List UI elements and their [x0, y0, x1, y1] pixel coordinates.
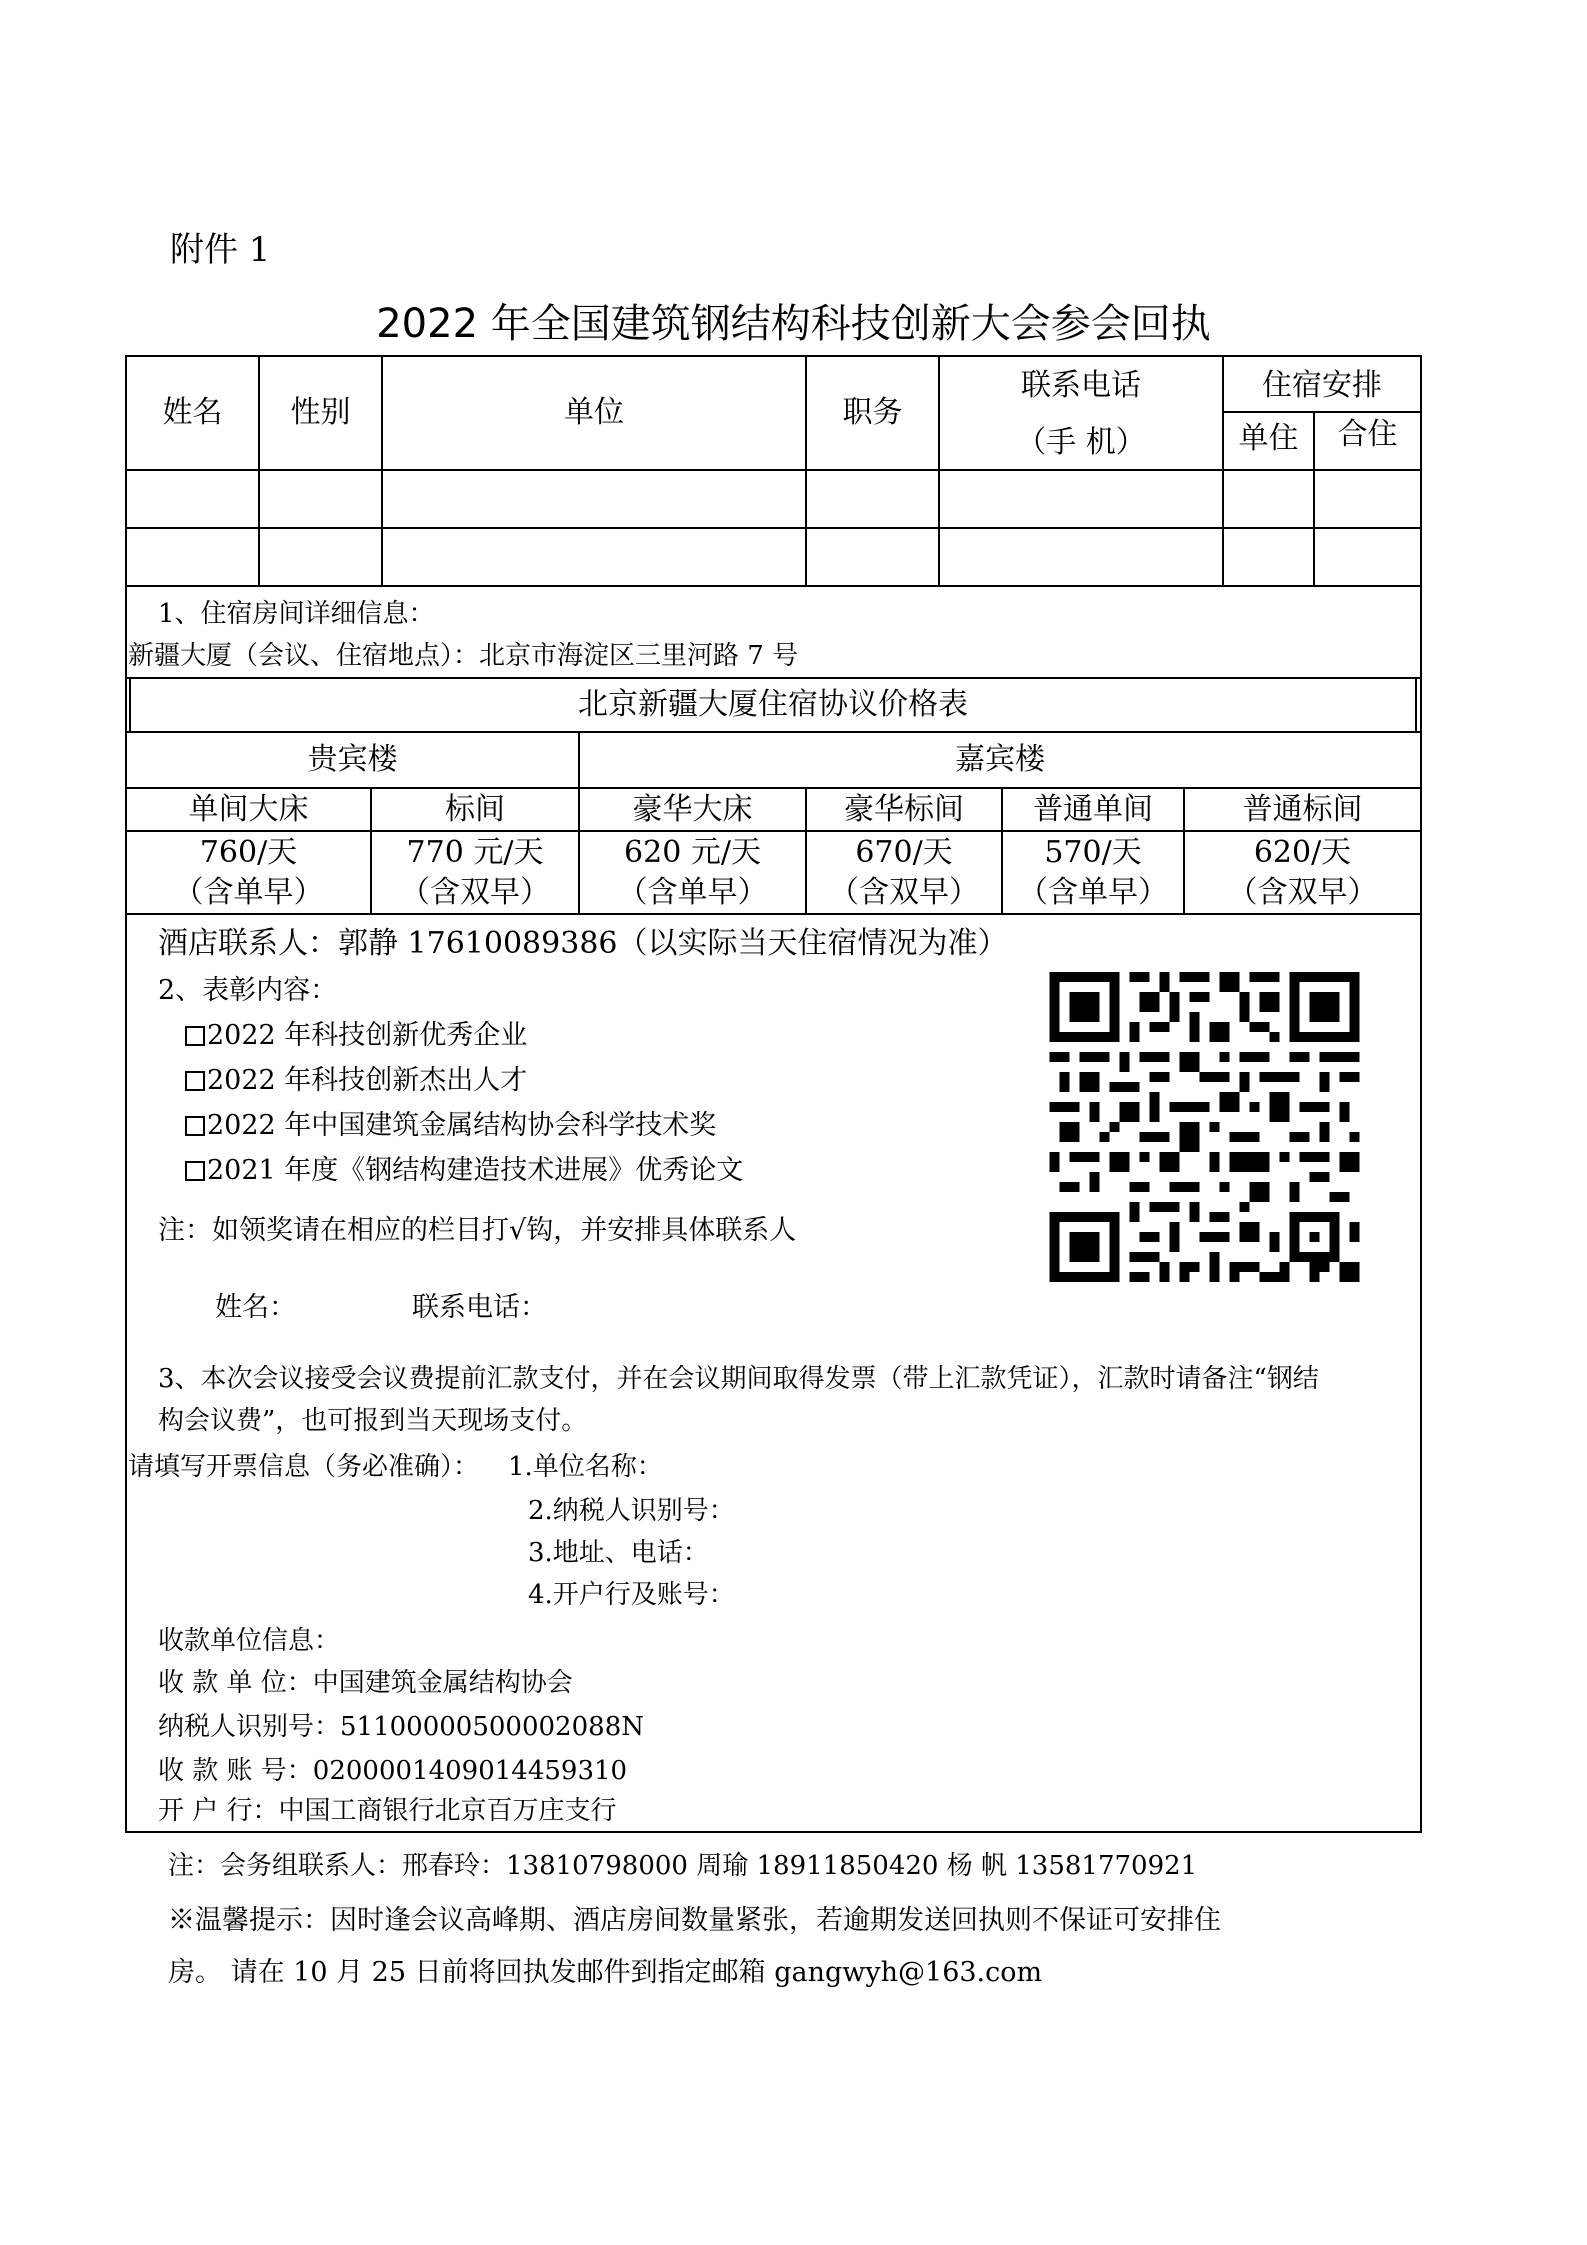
room-price: 620 元/天 — [624, 835, 761, 870]
room-price: 570/天 — [1044, 835, 1142, 870]
room-name: 单间大床 — [188, 791, 309, 827]
room-name: 豪华大床 — [632, 791, 753, 827]
payee-row: 收 款 单 位：中国建筑金属结构协会 — [158, 1668, 573, 1698]
reminder-line1: ※温馨提示：因时逢会议高峰期、酒店房间数量紧张，若逾期发送回执则不保证可安排住 — [168, 1905, 1221, 1936]
room-name: 标间 — [445, 791, 505, 827]
organizer-contacts: 注：会务组联系人：邢春玲：13810798000 周瑜 18911850420 杨 帆 13581770921 — [168, 1851, 1198, 1881]
reminder-line2: 房。 请在 10 月 25 日前将回执发邮件到指定邮箱 gangwyh@163.com — [168, 1957, 1043, 1988]
header-phone-mobile: （手 机） — [1016, 425, 1146, 460]
room-name: 普通单间 — [1033, 791, 1153, 827]
checkbox-icon[interactable] — [185, 1116, 205, 1136]
checkbox-icon[interactable] — [185, 1161, 205, 1181]
room-price: 620/天 — [1253, 835, 1352, 870]
room-breakfast: （含双早） — [829, 875, 979, 910]
contact-phone-label: 联系电话： — [412, 1292, 547, 1323]
invoice-field-bank: 4.开户行及账号： — [528, 1580, 735, 1610]
payee-heading: 收款单位信息： — [158, 1626, 341, 1656]
section1-heading: 1、住宿房间详细信息： — [158, 599, 435, 629]
payment-note-line2: 构会议费”，也可报到当天现场支付。 — [158, 1406, 588, 1436]
header-lodging: 住宿安排 — [1262, 368, 1382, 403]
award-option[interactable]: 2022 年科技创新优秀企业 — [185, 1013, 527, 1052]
invoice-intro: 请填写开票信息（务必准确）： — [128, 1452, 480, 1482]
price-table-title: 北京新疆大厦住宿协议价格表 — [578, 687, 968, 722]
building-guest: 嘉宾楼 — [955, 742, 1045, 777]
header-unit: 单位 — [564, 395, 624, 430]
award-note: 注：如领奖请在相应的栏目打√钩，并安排具体联系人 — [158, 1215, 797, 1246]
attachment-label: 附件 1 — [170, 230, 271, 270]
room-breakfast: （含单早） — [173, 875, 324, 910]
hotel-contact: 酒店联系人：郭静 17610089386（以实际当天住宿情况为准） — [158, 926, 1008, 961]
award-option[interactable]: 2021 年度《钢结构建造技术进展》优秀论文 — [185, 1148, 743, 1187]
header-shared-room: 合住 — [1337, 417, 1398, 452]
checkbox-icon[interactable] — [185, 1026, 205, 1046]
room-breakfast: （含双早） — [1227, 875, 1378, 910]
header-gender: 性别 — [290, 395, 351, 430]
invoice-field-tax-id: 2.纳税人识别号： — [528, 1496, 735, 1526]
invoice-field-address: 3.地址、电话： — [528, 1538, 709, 1568]
room-breakfast: （含双早） — [400, 875, 550, 910]
payee-row: 纳税人识别号：51100000500002088N — [158, 1712, 644, 1742]
qr-code — [1047, 972, 1362, 1282]
room-breakfast: （含单早） — [1018, 875, 1168, 910]
header-name: 姓名 — [162, 395, 223, 430]
page-title: 2022 年全国建筑钢结构科技创新大会参会回执 — [376, 301, 1211, 347]
hotel-address: 新疆大厦（会议、住宿地点）：北京市海淀区三里河路 7 号 — [128, 641, 799, 671]
table-row[interactable] — [127, 471, 1420, 527]
contact-name-label: 姓名： — [215, 1292, 296, 1323]
room-price: 770 元/天 — [406, 835, 544, 870]
payee-row: 收 款 账 号：0200001409014459310 — [158, 1756, 628, 1786]
room-price: 760/天 — [199, 835, 298, 870]
invoice-field-company: 1.单位名称： — [508, 1452, 663, 1482]
room-breakfast: （含单早） — [617, 875, 768, 910]
room-name: 豪华标间 — [844, 791, 964, 827]
section2-heading: 2、表彰内容： — [158, 975, 338, 1006]
building-vip: 贵宾楼 — [307, 742, 398, 777]
header-phone: 联系电话 — [1021, 368, 1141, 403]
payment-note-line1: 3、本次会议接受会议费提前汇款支付，并在会议期间取得发票（带上汇款凭证），汇款时请备注“钢结 — [158, 1364, 1319, 1394]
room-price: 670/天 — [855, 835, 953, 870]
award-option[interactable]: 2022 年科技创新杰出人才 — [185, 1058, 527, 1097]
table-row[interactable] — [127, 529, 1420, 585]
checkbox-icon[interactable] — [185, 1071, 205, 1091]
header-position: 职务 — [842, 395, 903, 430]
award-option[interactable]: 2022 年中国建筑金属结构协会科学技术奖 — [185, 1103, 716, 1142]
payee-row: 开 户 行：中国工商银行北京百万庄支行 — [158, 1796, 617, 1826]
room-name: 普通标间 — [1242, 791, 1363, 827]
header-single-room: 单住 — [1238, 421, 1299, 456]
